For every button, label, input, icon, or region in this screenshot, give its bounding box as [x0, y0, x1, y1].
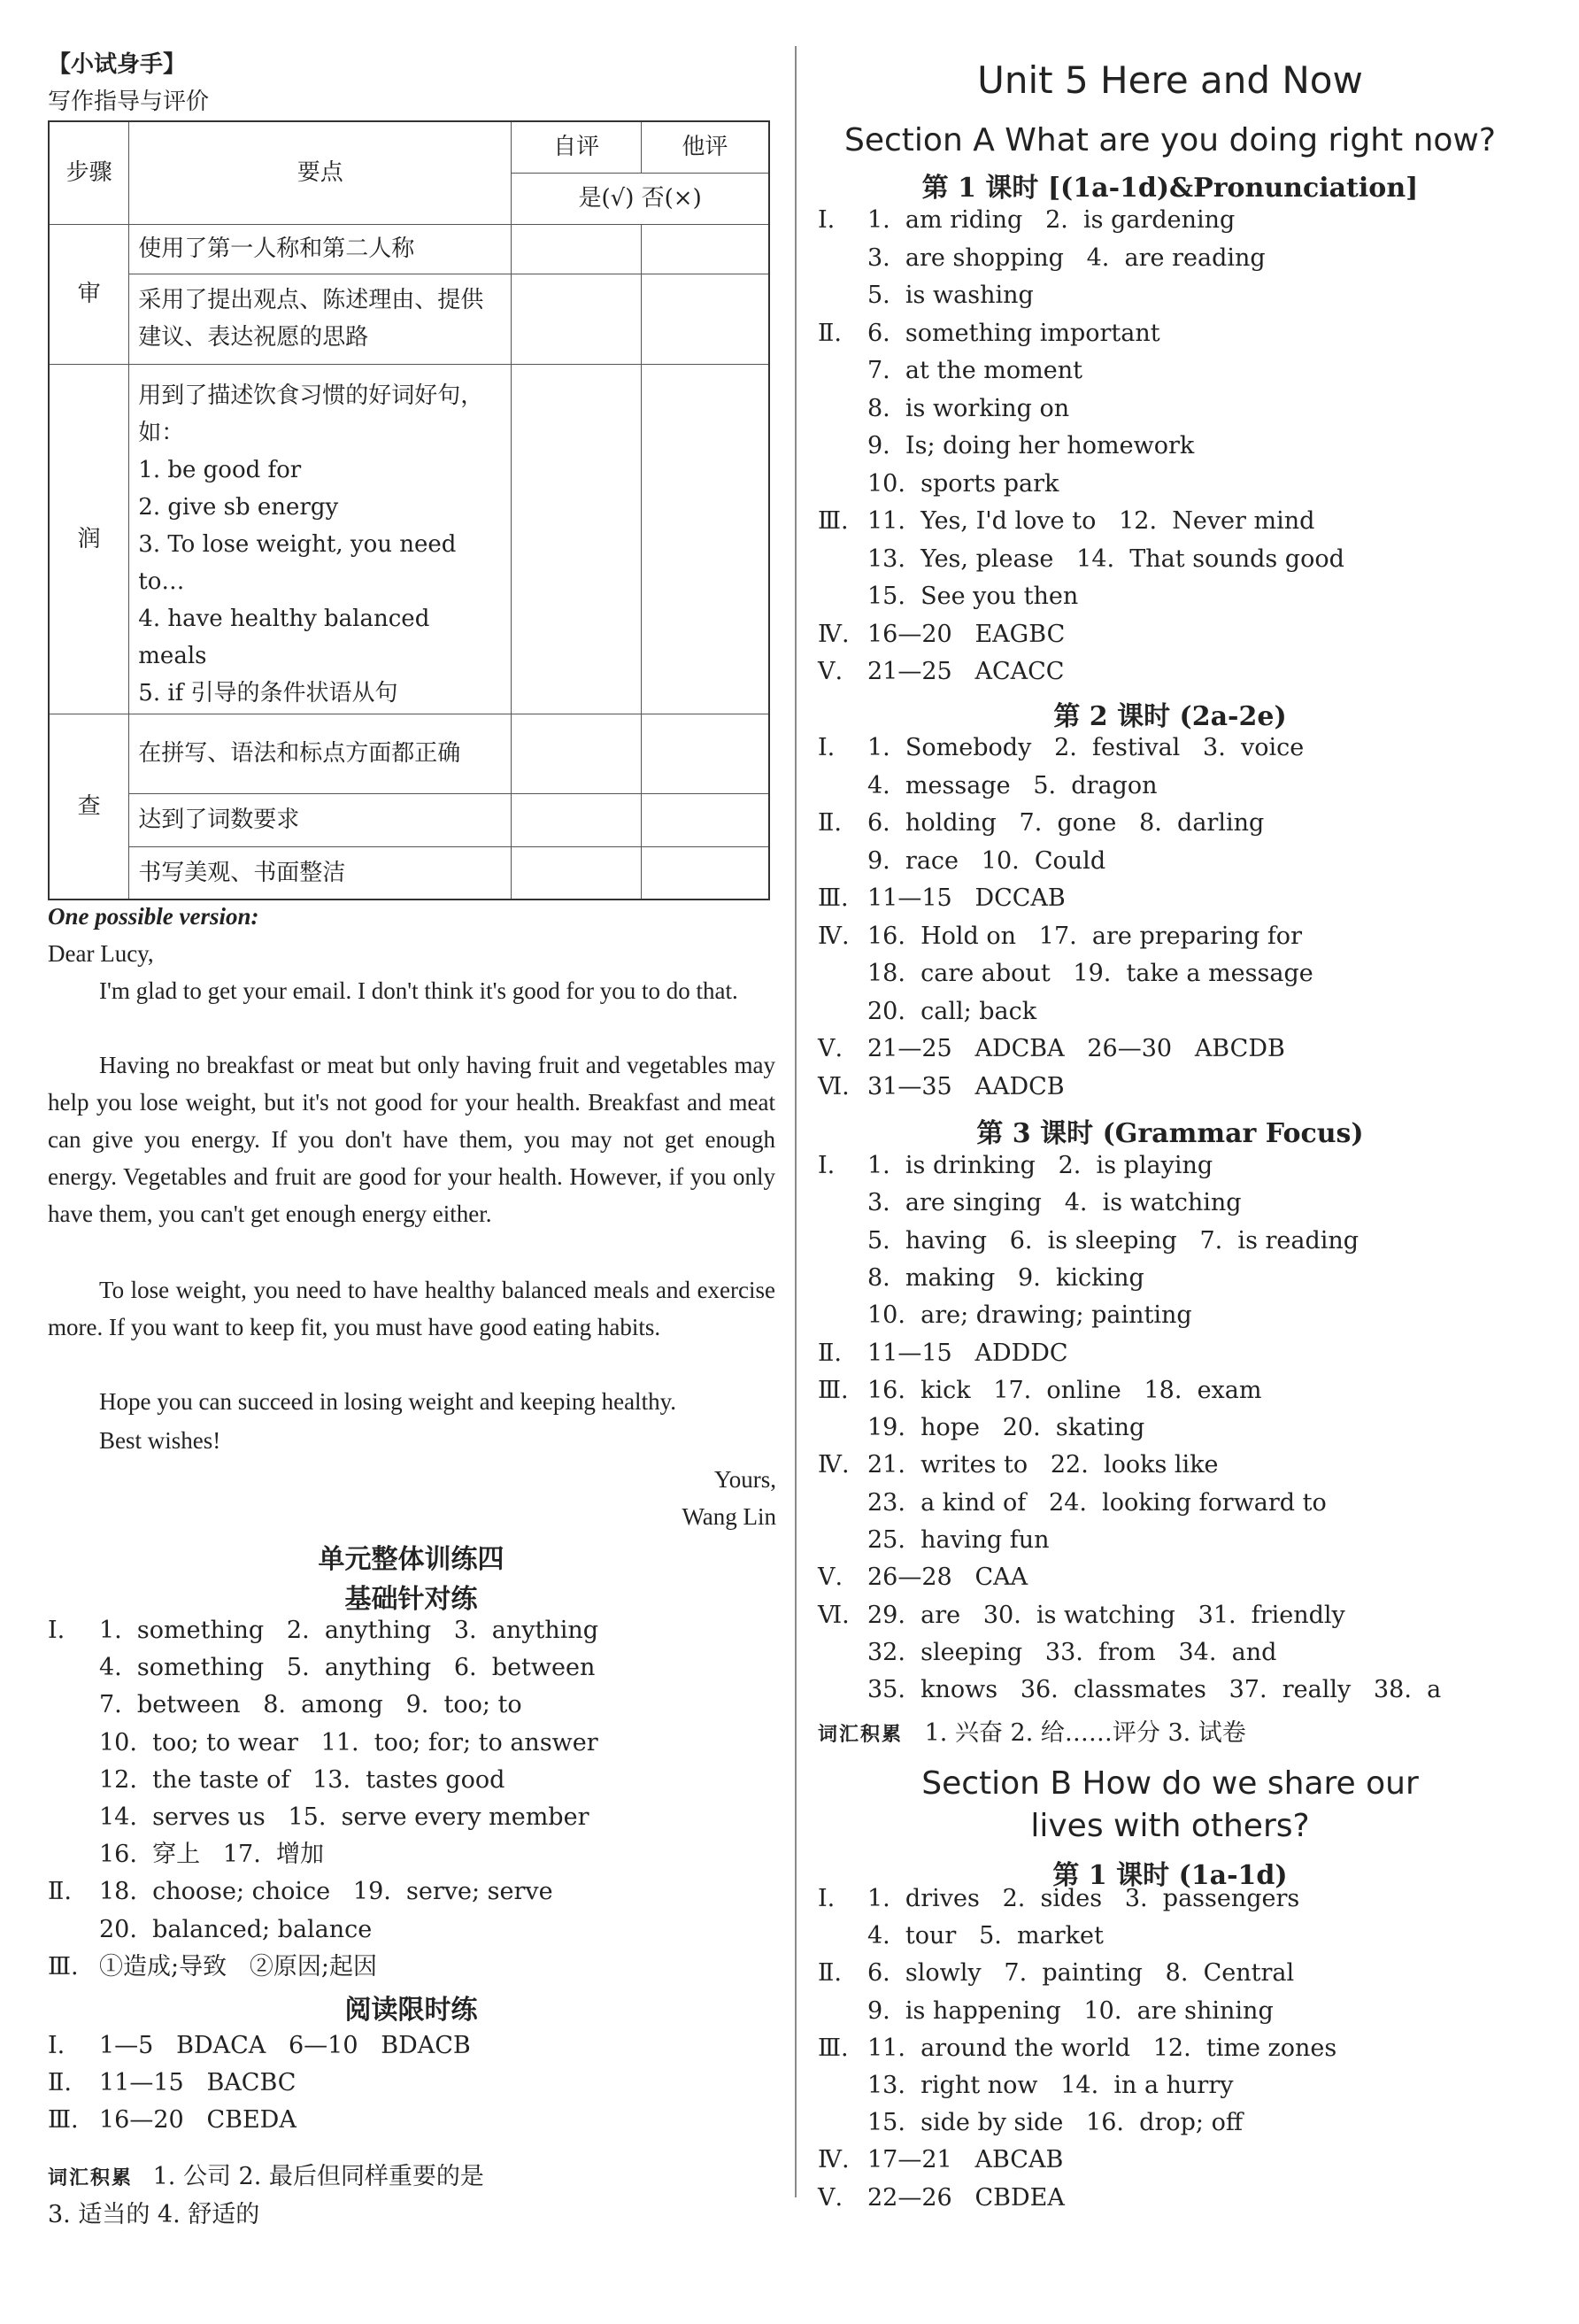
vocab-label: 词汇积累	[48, 2167, 134, 2189]
letter-paragraph: To lose weight, you need to have healthy balanced meals and exercise more. If you want to keep fit, you must have good eating habits.	[48, 1277, 775, 1340]
answer-text: 10. too; to wear 11. too; for; to answer	[99, 1728, 598, 1757]
roman-numeral: Ⅱ.	[818, 1959, 842, 1988]
roman-numeral: Ⅳ.	[818, 2146, 850, 2174]
step-label: 润	[49, 364, 129, 714]
answer-text: 15. side by side 16. drop; off	[867, 2109, 1244, 2137]
answer-text: 13. right now 14. in a hurry	[867, 2072, 1234, 2099]
answer-text: 4. message 5. dragon	[867, 771, 1158, 799]
check-item: 达到了词数要求	[129, 793, 512, 846]
letter-paragraph: Hope you can succeed in losing weight and keeping healthy.	[99, 1388, 677, 1415]
header-points: 要点	[129, 121, 512, 224]
answer-text: 10. sports park	[867, 469, 1059, 498]
section-b-title-2: lives with others?	[1030, 1808, 1310, 1844]
answer-text: 5. is washing	[867, 282, 1034, 309]
answer-text: 16. kick 17. online 18. exam	[867, 1376, 1262, 1404]
answer-text: 1. Somebody 2. festival 3. voice	[867, 734, 1305, 761]
roman-numeral: Ⅳ.	[818, 620, 850, 648]
answer-text: 1—5 BDACA 6—10 BDACB	[99, 2032, 471, 2059]
version-label: One possible version:	[48, 903, 259, 930]
answer-text: 25. having fun	[867, 1526, 1050, 1554]
roman-numeral: Ⅲ.	[48, 2106, 79, 2134]
answer-text: 8. making 9. kicking	[867, 1263, 1144, 1292]
check-item: 采用了提出观点、陈述理由、提供建议、表达祝愿的思路	[129, 274, 512, 364]
unit-training-title: 单元整体训练四	[318, 1544, 505, 1575]
roman-numeral: Ⅱ.	[48, 1878, 72, 1906]
answer-text: 6. something important	[867, 319, 1160, 347]
answer-text: 10. are; drawing; painting	[867, 1301, 1192, 1330]
roman-numeral: Ⅱ.	[818, 809, 842, 837]
answer-text: 9. Is; doing her homework	[867, 432, 1195, 459]
roman-numeral: Ⅰ.	[48, 1617, 65, 1644]
roman-numeral: Ⅱ.	[48, 2069, 72, 2096]
answer-text: 13. Yes, please 14. That sounds good	[867, 544, 1344, 573]
letter-paragraph: I'm glad to get your email. I don't think it's good for you to do that.	[99, 977, 738, 1004]
answer-text: 17—21 ABCAB	[867, 2146, 1064, 2174]
roman-numeral: Ⅰ.	[48, 2032, 65, 2059]
column-divider	[795, 46, 797, 2197]
check-item: 用到了描述饮食习惯的好词好句，如：	[138, 382, 484, 446]
letter-greeting: Dear Lucy,	[48, 940, 154, 967]
roman-numeral: Ⅴ.	[818, 1035, 843, 1062]
roman-numeral: Ⅵ.	[818, 1072, 850, 1100]
letter-yours: Yours,	[713, 1466, 776, 1493]
answer-text: 18. choose; choice 19. serve; serve	[99, 1878, 553, 1906]
answer-text: 1. drives 2. sides 3. passengers	[867, 1885, 1300, 1912]
vocab-row-right	[818, 1721, 1246, 1747]
answer-text: 1. is drinking 2. is playing	[867, 1152, 1213, 1179]
roman-numeral: Ⅰ.	[818, 1885, 836, 1912]
check-item: 5. if 引导的条件状语从句	[138, 679, 398, 706]
step-label: 查	[49, 714, 129, 899]
header-peer: 他评	[641, 121, 769, 173]
check-item: 使用了第一人称和第二人称	[129, 224, 512, 274]
check-item: 3. To lose weight, you need to…	[138, 530, 457, 595]
answer-text: 5. having 6. is sleeping 7. is reading	[867, 1226, 1359, 1255]
check-item: 书写美观、书面整洁	[129, 846, 512, 899]
answer-text: 1. something 2. anything 3. anything	[99, 1617, 599, 1644]
roman-numeral: Ⅱ.	[818, 319, 842, 347]
peer-cell	[641, 364, 769, 714]
section-b-title-1: Section B How do we share our	[921, 1765, 1419, 1802]
answer-text: 1. am riding 2. is gardening	[867, 206, 1236, 234]
answer-text: 7. at the moment	[867, 357, 1082, 384]
answer-text: 23. a kind of 24. looking forward to	[867, 1488, 1327, 1517]
answer-text: 32. sleeping 33. from 34. and	[867, 1638, 1277, 1666]
header-self: 自评	[512, 121, 642, 173]
peer-cell	[641, 793, 769, 846]
roman-numeral: Ⅰ.	[818, 206, 836, 234]
roman-numeral: Ⅲ.	[818, 2034, 849, 2062]
answer-text: 11—15 ADDDC	[867, 1339, 1068, 1367]
letter-closing: Best wishes!	[99, 1427, 221, 1454]
self-cell	[512, 714, 642, 793]
answer-text: 6. holding 7. gone 8. darling	[867, 809, 1265, 837]
roman-numeral: Ⅱ.	[818, 1339, 842, 1367]
check-item: 4. have healthy balanced meals	[138, 605, 430, 669]
answer-text: ①造成;导致 ②原因;起因	[99, 1952, 377, 1980]
roman-numeral: Ⅳ.	[818, 922, 850, 950]
peer-cell	[641, 846, 769, 899]
lesson-3-title: 第 3 课时 (Grammar Focus)	[976, 1118, 1364, 1149]
answer-text: 6. slowly 7. painting 8. Central	[867, 1959, 1295, 1988]
roman-numeral: Ⅲ.	[818, 507, 849, 535]
peer-cell	[641, 274, 769, 364]
answer-text: 9. race 10. Could	[867, 846, 1106, 875]
lesson-b1-title: 第 1 课时 (1a-1d)	[1052, 1860, 1288, 1891]
answer-text: 3. are singing 4. is watching	[867, 1189, 1242, 1217]
answer-text: 9. is happening 10. are shining	[867, 1996, 1274, 2025]
answer-text: 20. call; back	[867, 997, 1037, 1025]
header-yes-no: 是(√) 否(×)	[512, 173, 769, 224]
peer-cell	[641, 224, 769, 274]
lesson-2-title: 第 2 课时 (2a-2e)	[1053, 701, 1287, 732]
roman-numeral: Ⅳ.	[818, 1451, 850, 1479]
answer-text: 35. knows 36. classmates 37. really 38. a	[867, 1676, 1442, 1704]
roman-numeral: Ⅴ.	[818, 2183, 843, 2212]
check-item: 2. give sb energy	[138, 493, 339, 521]
answer-text: 16. Hold on 17. are preparing for	[867, 922, 1302, 950]
answer-text: 11. Yes, I'd love to 12. Never mind	[867, 507, 1315, 535]
vocab-text: 1. 公司 2. 最后但同样重要的是	[152, 2163, 484, 2190]
vocab-text: 1. 兴奋 2. 给……评分 3. 试卷	[924, 1719, 1246, 1747]
check-item-group	[129, 364, 512, 714]
answer-text: 31—35 AADCB	[867, 1072, 1065, 1100]
answer-text: 16. 穿上 17. 增加	[99, 1841, 324, 1869]
roman-numeral: Ⅲ.	[818, 884, 849, 912]
answer-text: 16—20 EAGBC	[867, 620, 1066, 648]
self-cell	[512, 224, 642, 274]
basic-practice-title: 基础针对练	[344, 1584, 478, 1615]
answer-text: 19. hope 20. skating	[867, 1414, 1145, 1442]
section-a-title: Section A What are you doing right now?	[844, 122, 1496, 158]
roman-numeral: Ⅰ.	[818, 734, 836, 761]
answer-text: 21. writes to 22. looks like	[867, 1451, 1219, 1479]
answer-text: 11. around the world 12. time zones	[867, 2034, 1337, 2062]
letter-paragraph: Having no breakfast or meat but only having fruit and vegetables may help you lose weight, but it's not good for your health. Breakfast and meat can give you energy. If you don't have them, you may not get enough energy. Vegetables and fruit are good for your health. However, if you only have them, you can't get enough energy either.	[48, 1052, 775, 1227]
unit-title: Unit 5 Here and Now	[977, 58, 1363, 102]
self-cell	[512, 793, 642, 846]
check-item: 1. be good for	[138, 456, 302, 483]
letter-signature: Wang Lin	[682, 1503, 776, 1530]
answer-text: 29. are 30. is watching 31. friendly	[867, 1601, 1345, 1629]
step-label: 审	[49, 224, 129, 364]
vocab-text-2: 3. 适当的 4. 舒适的	[48, 2201, 260, 2228]
peer-cell	[641, 714, 769, 793]
answer-text: 7. between 8. among 9. too; to	[99, 1691, 522, 1719]
header-step: 步骤	[49, 121, 129, 224]
answer-text: 21—25 ACACC	[867, 658, 1065, 685]
answer-text: 3. are shopping 4. are reading	[867, 243, 1266, 272]
self-cell	[512, 846, 642, 899]
answer-text: 11—15 BACBC	[99, 2069, 297, 2096]
self-cell	[512, 274, 642, 364]
answer-text: 22—26 CBDEA	[867, 2183, 1065, 2212]
vocab-label: 词汇积累	[818, 1724, 904, 1746]
answer-text: 15. See you then	[867, 583, 1079, 610]
roman-numeral: Ⅴ.	[818, 658, 843, 685]
evaluation-table	[48, 120, 770, 900]
answer-text: 4. something 5. anything 6. between	[99, 1654, 596, 1682]
answer-text: 20. balanced; balance	[99, 1915, 373, 1943]
writing-guide-title: 写作指导与评价	[48, 89, 210, 115]
roman-numeral: Ⅴ.	[818, 1563, 843, 1592]
answer-text: 4. tour 5. market	[867, 1922, 1104, 1950]
roman-numeral: Ⅵ.	[818, 1601, 850, 1629]
answer-text: 14. serves us 15. serve every member	[99, 1803, 589, 1831]
answer-text: 11—15 DCCAB	[867, 884, 1066, 912]
lesson-1-title: 第 1 课时 [(1a-1d)&Pronunciation]	[921, 173, 1419, 204]
answer-text: 12. the taste of 13. tastes good	[99, 1765, 505, 1794]
answer-text: 18. care about 19. take a message	[867, 960, 1313, 987]
section-label: 【小试身手】	[48, 51, 187, 78]
reading-practice-title: 阅读限时练	[344, 1995, 478, 2026]
answer-text: 21—25 ADCBA 26—30 ABCDB	[867, 1035, 1285, 1062]
check-item: 在拼写、语法和标点方面都正确	[129, 714, 512, 793]
roman-numeral: Ⅲ.	[818, 1376, 849, 1404]
roman-numeral: Ⅰ.	[818, 1152, 836, 1179]
answer-text: 16—20 CBEDA	[99, 2106, 297, 2134]
answer-text: 8. is working on	[867, 394, 1070, 422]
roman-numeral: Ⅲ.	[48, 1952, 79, 1980]
vocab-row	[48, 2165, 484, 2190]
answer-text: 26—28 CAA	[867, 1563, 1028, 1592]
self-cell	[512, 364, 642, 714]
